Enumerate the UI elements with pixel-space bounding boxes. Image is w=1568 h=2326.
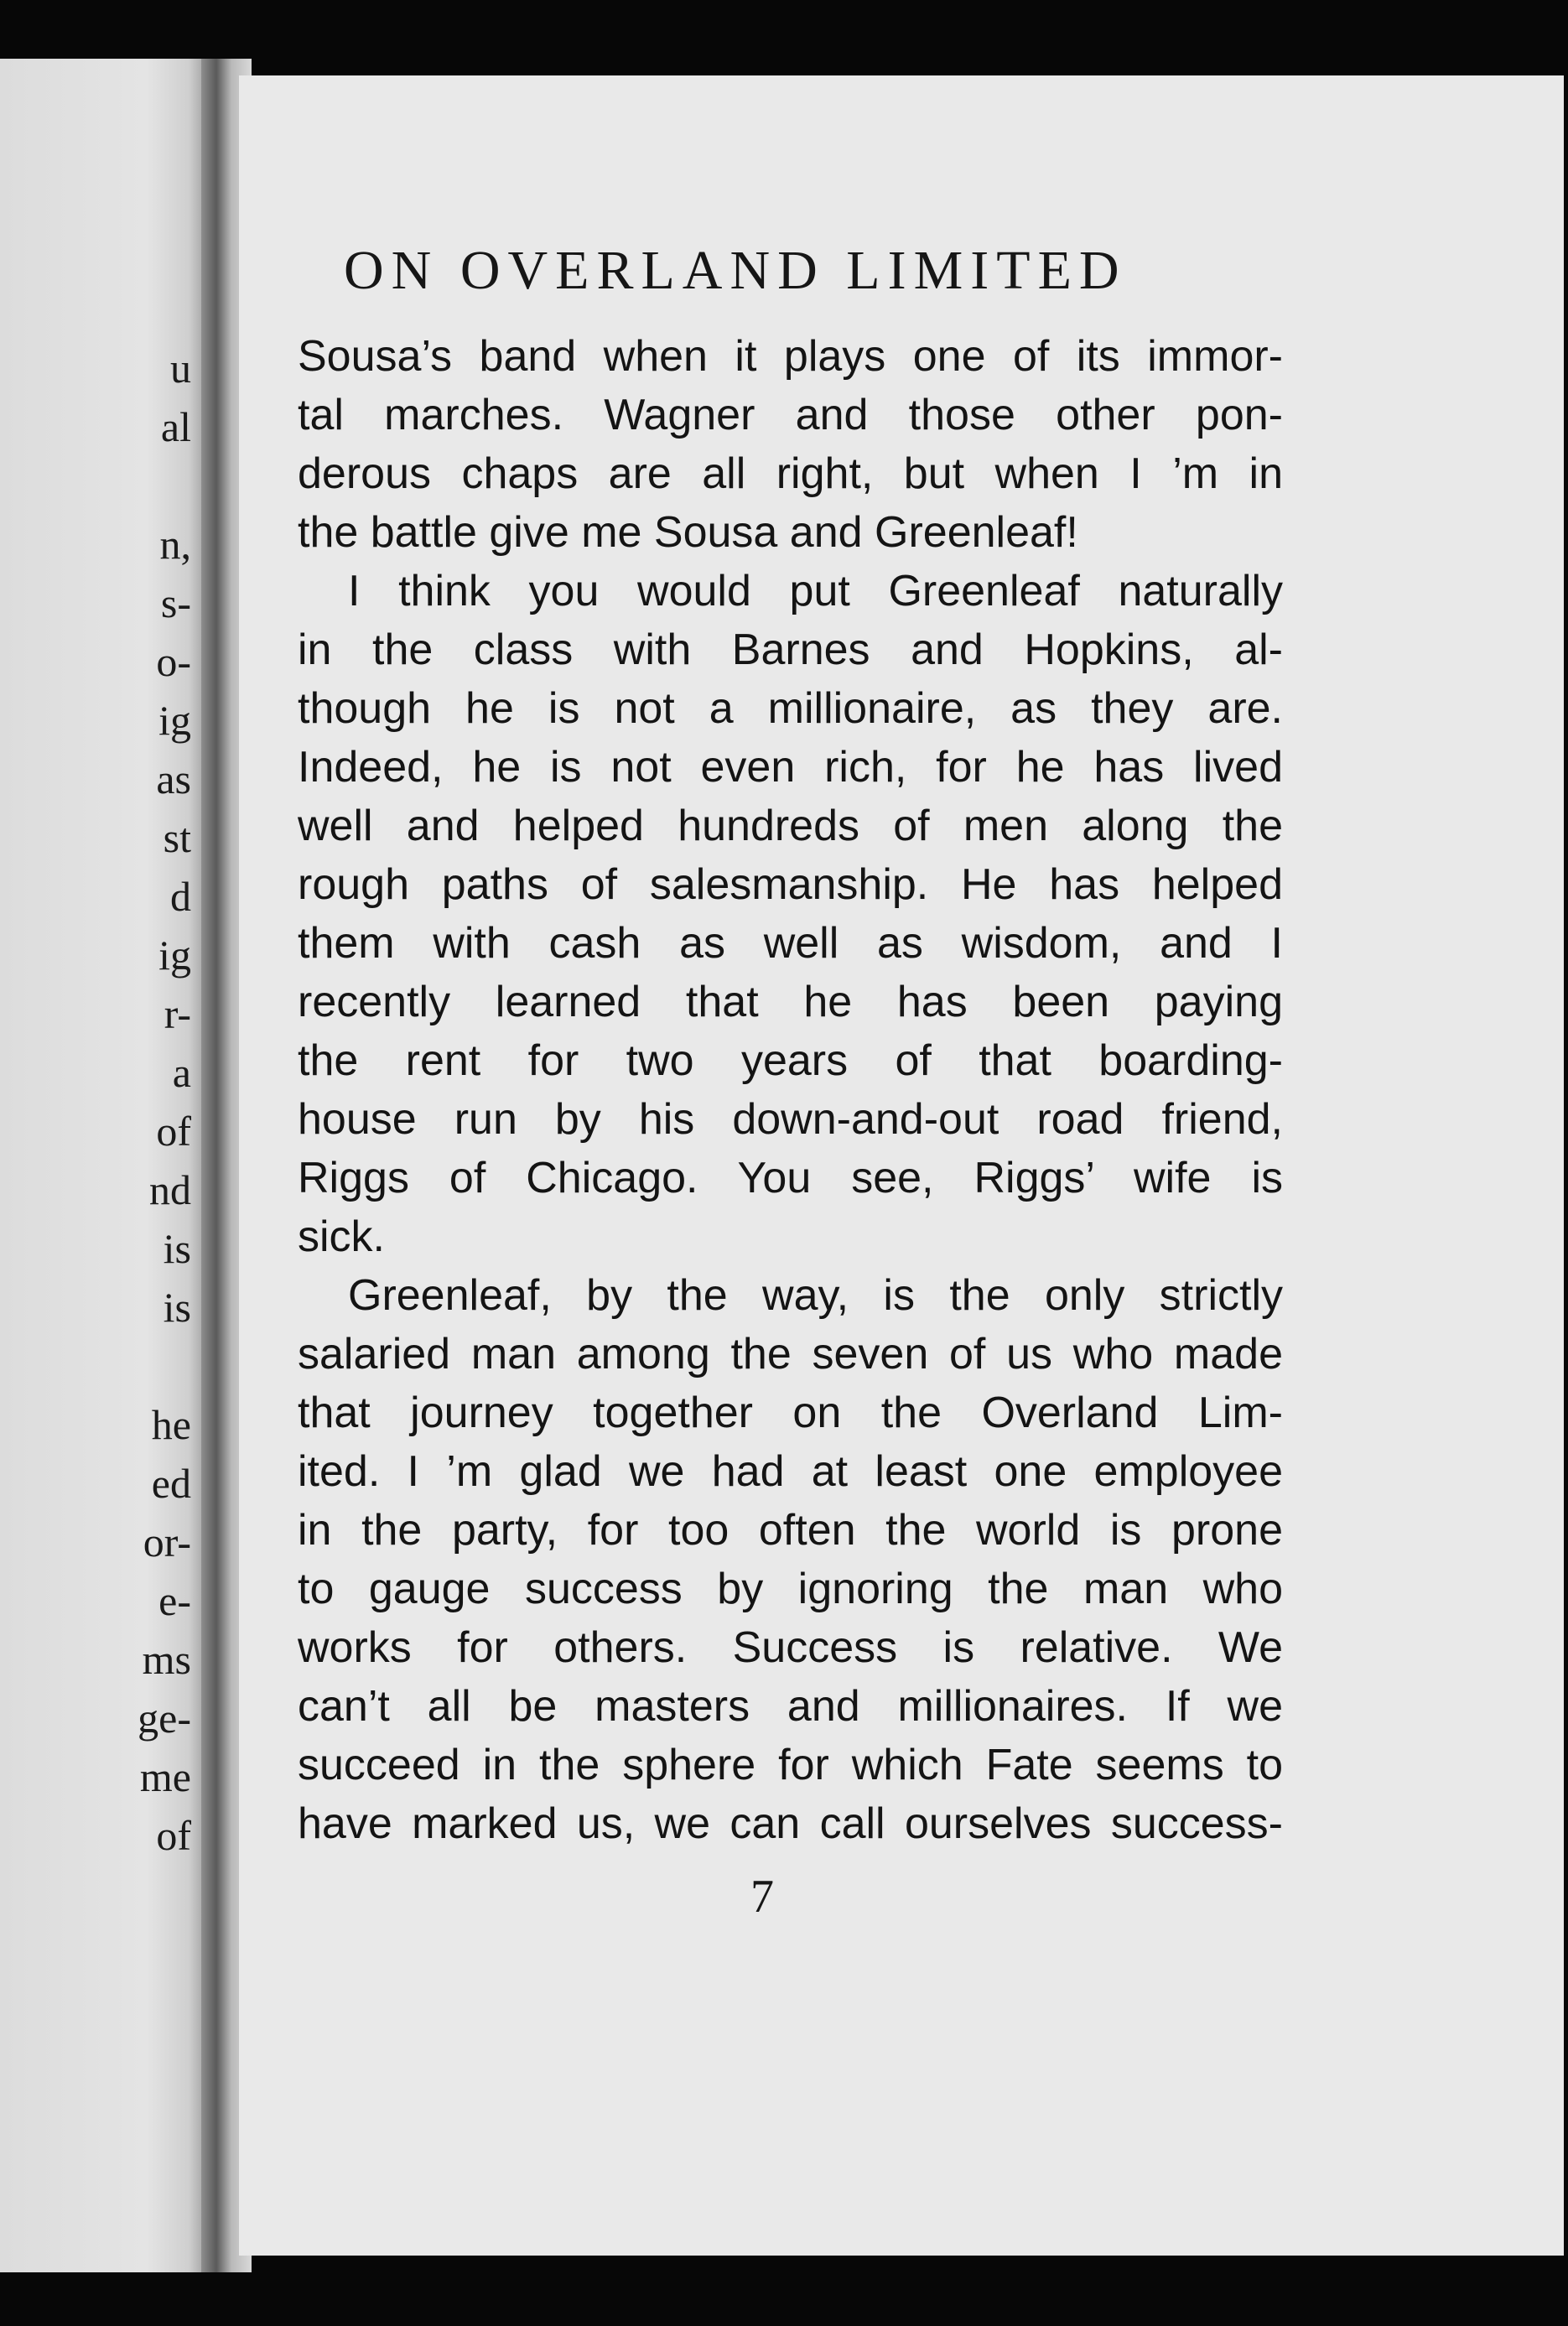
fragment: ed — [151, 1460, 191, 1507]
text-line: well and helped hundreds of men along the — [298, 802, 1283, 850]
fragment: al — [160, 403, 191, 450]
text-line: I think you would put Greenleaf naturally — [348, 567, 1283, 615]
fragment: ms — [142, 1636, 191, 1683]
fragment: me — [139, 1753, 191, 1800]
fragment: u — [170, 345, 191, 392]
text-line: Greenleaf, by the way, is the only strictly — [348, 1271, 1283, 1320]
page-number: 7 — [750, 1871, 774, 1923]
text-line: in the class with Barnes and Hopkins, al- — [298, 626, 1283, 674]
fragment: a — [172, 1049, 191, 1096]
fragment: ge- — [138, 1695, 191, 1742]
text-line: succeed in the sphere for which Fate seems to — [298, 1741, 1283, 1789]
text-line: rough paths of salesmanship. He has helped — [298, 860, 1283, 909]
text-line: the battle give me Sousa and Greenleaf! — [298, 508, 1078, 557]
text-line: that journey together on the Overland Lim- — [298, 1389, 1283, 1437]
fragment: n, — [159, 521, 191, 568]
text-line: works for others. Success is relative. We — [298, 1623, 1283, 1672]
text-line: salaried man among the seven of us who made — [298, 1330, 1283, 1378]
text-line: have marked us, we can call ourselves success- — [298, 1799, 1283, 1848]
text-line: recently learned that he has been paying — [298, 978, 1283, 1026]
text-line: in the party, for too often the world is prone — [298, 1506, 1283, 1555]
fragment: of — [156, 1108, 191, 1155]
fragment: st — [163, 814, 191, 861]
text-line: though he is not a millionaire, as they are. — [298, 684, 1283, 733]
book-page — [239, 75, 1564, 2256]
fragment: ig — [158, 932, 191, 979]
fragment: s- — [160, 579, 191, 626]
text-line: sick. — [298, 1212, 385, 1261]
text-line: Riggs of Chicago. You see, Riggs’ wife is — [298, 1154, 1283, 1202]
text-line: Sousa’s band when it plays one of its immor- — [298, 332, 1283, 381]
text-line: the rent for two years of that boarding- — [298, 1036, 1283, 1085]
fragment: e- — [158, 1577, 191, 1624]
fragment: he — [151, 1401, 191, 1448]
text-line: ited. I ’m glad we had at least one employee — [298, 1447, 1283, 1496]
text-line: Indeed, he is not even rich, for he has lived — [298, 743, 1283, 792]
fragment: d — [170, 873, 191, 920]
text-line: house run by his down-and-out road friend, — [298, 1095, 1283, 1144]
fragment: r- — [164, 990, 191, 1037]
text-line: tal marches. Wagner and those other pon- — [298, 391, 1283, 439]
text-line: can’t all be masters and millionaires. If we — [298, 1682, 1283, 1731]
fragment: as — [156, 755, 191, 802]
fragment: is — [163, 1284, 191, 1331]
fragment: o- — [156, 638, 191, 685]
text-line: to gauge success by ignoring the man who — [298, 1565, 1283, 1613]
fragment: nd — [149, 1166, 191, 1213]
facing-page-edge — [0, 59, 210, 2272]
fragment: of — [156, 1812, 191, 1859]
text-line: them with cash as well as wisdom, and I — [298, 919, 1283, 968]
fragment: is — [163, 1225, 191, 1272]
fragment: ig — [158, 697, 191, 744]
fragment: or- — [143, 1519, 191, 1565]
running-head: ON OVERLAND LIMITED — [344, 240, 1127, 301]
text-line: derous chaps are all right, but when I ’m in — [298, 449, 1283, 498]
